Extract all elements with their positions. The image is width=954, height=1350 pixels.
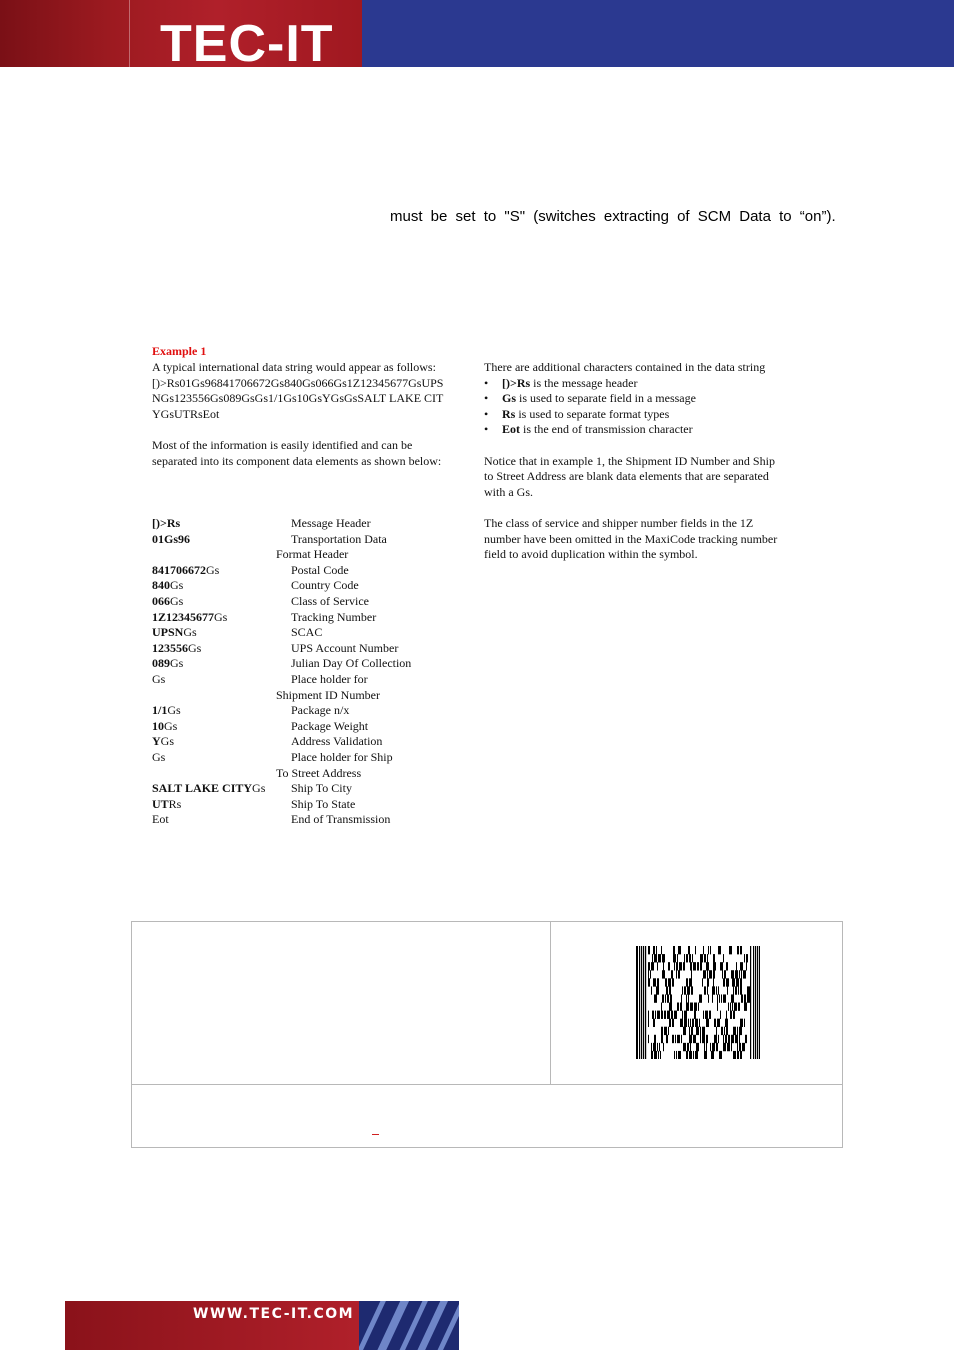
row-key [152, 750, 165, 766]
table-row [152, 750, 452, 766]
row-key-plain: Gs [252, 781, 266, 796]
row-key-bold: Y [152, 734, 161, 749]
row-key-plain: Gs [160, 734, 175, 749]
row-key [152, 641, 201, 657]
row-key-bold: 1/1 [152, 703, 168, 718]
table-row [152, 641, 452, 657]
sample-box [131, 921, 843, 1148]
bullet-term: Eot [502, 422, 520, 437]
row-key-bold: 066 [152, 593, 170, 608]
row-value: Address Validation [291, 734, 383, 749]
row-key-plain: Gs [170, 656, 184, 671]
row-key-plain: Gs [214, 609, 228, 624]
row-key-bold: 10 [152, 718, 164, 733]
row-key-plain: Gs [170, 593, 184, 608]
row-value: Place holder for [291, 671, 368, 686]
row-key-plain: Gs [188, 640, 202, 655]
table-row [152, 516, 452, 532]
bullet-term: Rs [502, 406, 516, 421]
row-key-bold: 01Gs96 [152, 531, 191, 546]
row-key-bold: UPSN [152, 625, 184, 640]
footer-banner [65, 1301, 459, 1350]
row-value: Class of Service [291, 593, 369, 608]
row-value: Postal Code [291, 562, 349, 577]
table-row [152, 578, 452, 594]
table-row [152, 797, 452, 813]
row-key [152, 719, 177, 735]
row-key [152, 532, 190, 548]
table-row [152, 656, 452, 672]
bullet-desc: is used to separate format types [515, 406, 670, 421]
row-key-plain: Gs [183, 625, 197, 640]
list-item [484, 407, 784, 423]
right-paragraph-1: Notice that in example 1, the Shipment ID Number and Ship to Street Address are blank data elements that are separated with a Gs. [484, 453, 775, 499]
example-left-text [152, 360, 452, 469]
table-row [152, 688, 452, 704]
bullet-term: [)>Rs [502, 375, 531, 390]
table-row [152, 610, 452, 626]
tec-it-logo: TEC-IT [160, 18, 334, 67]
table-row [152, 734, 452, 750]
row-key-bold: UT [152, 796, 169, 811]
table-row [152, 703, 452, 719]
header-blue-band [362, 0, 954, 67]
data-string: [)>Rs01Gs96841706672Gs840Gs066Gs1Z12345677GsUPSNGs123556Gs089GsGs1/1Gs10GsYGsGsSALT LAKE CITYGsUTRsEot [152, 375, 444, 421]
row-value: Package n/x [291, 703, 350, 718]
example-right-text [484, 360, 784, 563]
row-key [152, 672, 165, 688]
row-continuation: To Street Address [276, 765, 362, 780]
table-row [152, 547, 452, 563]
row-value: Message Header [291, 516, 371, 530]
row-key [152, 656, 183, 672]
row-key [152, 594, 183, 610]
row-key-plain: Rs [168, 796, 182, 811]
bullet-desc: is used to separate field in a message [516, 391, 696, 406]
row-key-bold: [)>Rs [152, 516, 181, 530]
intro-text: must be set to "S" (switches extracting of SCM Data to “on”). [390, 208, 836, 225]
table-row [152, 766, 452, 782]
row-key-plain: Gs [167, 703, 181, 718]
link-underline [372, 1134, 379, 1135]
control-char-list [484, 376, 784, 438]
row-key-bold: SALT LAKE CITY [152, 781, 253, 796]
row-key [152, 812, 169, 828]
right-intro: There are additional characters contained in the data string [484, 360, 766, 374]
row-key-bold: 841706672 [152, 562, 206, 577]
list-item [484, 422, 784, 438]
row-value: Transportation Data [291, 531, 387, 546]
row-value: Ship To City [291, 781, 352, 796]
row-key-plain: Gs [152, 749, 166, 764]
table-row [152, 781, 452, 797]
list-item [484, 391, 784, 407]
bullet-desc: is the message header [530, 375, 638, 390]
row-value: SCAC [291, 625, 323, 640]
right-paragraph-2: The class of service and shipper number fields in the 1Z number have been omitted in the MaxiCode tracking number field to avoid duplication within the symbol. [484, 515, 778, 562]
data-elements-table [152, 516, 452, 828]
row-key-plain: Gs [152, 671, 166, 686]
table-row [152, 532, 452, 548]
example-title: Example 1 [152, 344, 207, 358]
row-key [152, 703, 181, 719]
table-row [152, 719, 452, 735]
row-key [152, 578, 183, 594]
row-key-plain: Eot [152, 812, 169, 827]
table-row [152, 812, 452, 828]
row-key [152, 563, 219, 579]
pdf417-barcode-image [636, 946, 760, 1059]
row-value: UPS Account Number [291, 640, 399, 655]
row-key [152, 797, 181, 813]
row-key-plain: Gs [170, 578, 184, 593]
row-value: End of Transmission [291, 812, 391, 827]
row-continuation: Shipment ID Number [276, 687, 380, 702]
row-key-bold: 123556 [152, 640, 188, 655]
row-value: Package Weight [291, 718, 369, 733]
header-banner [0, 0, 954, 67]
row-value: Ship To State [291, 796, 356, 811]
table-row [152, 563, 452, 579]
bullet-desc: is the end of transmission character [520, 422, 693, 437]
bullet-term: Gs [502, 391, 517, 406]
row-value: Julian Day Of Collection [291, 656, 412, 671]
footer-blue-band [359, 1301, 459, 1350]
row-key-bold: 089 [152, 656, 170, 671]
row-key [152, 734, 174, 750]
row-value: Place holder for Ship [291, 749, 393, 764]
table-row [152, 625, 452, 641]
row-key [152, 610, 227, 626]
row-key-plain: Gs [206, 562, 220, 577]
row-continuation: Format Header [276, 547, 349, 562]
footer-url: WWW.TEC-IT.COM [193, 1306, 355, 1322]
row-key [152, 781, 265, 797]
table-row [152, 672, 452, 688]
row-key-bold: 840 [152, 578, 170, 593]
row-key-plain: Gs [164, 718, 178, 733]
row-key [152, 516, 180, 532]
row-value: Country Code [291, 578, 359, 593]
left-paragraph-2: Most of the information is easily identified and can be separated into its component data elements as shown below: [152, 437, 442, 468]
list-item [484, 376, 784, 392]
row-value: Tracking Number [291, 609, 377, 624]
row-key-bold: 1Z12345677 [152, 609, 215, 624]
row-key [152, 625, 197, 641]
left-paragraph-1: A typical international data string would appear as follows: [152, 360, 436, 374]
table-row [152, 594, 452, 610]
